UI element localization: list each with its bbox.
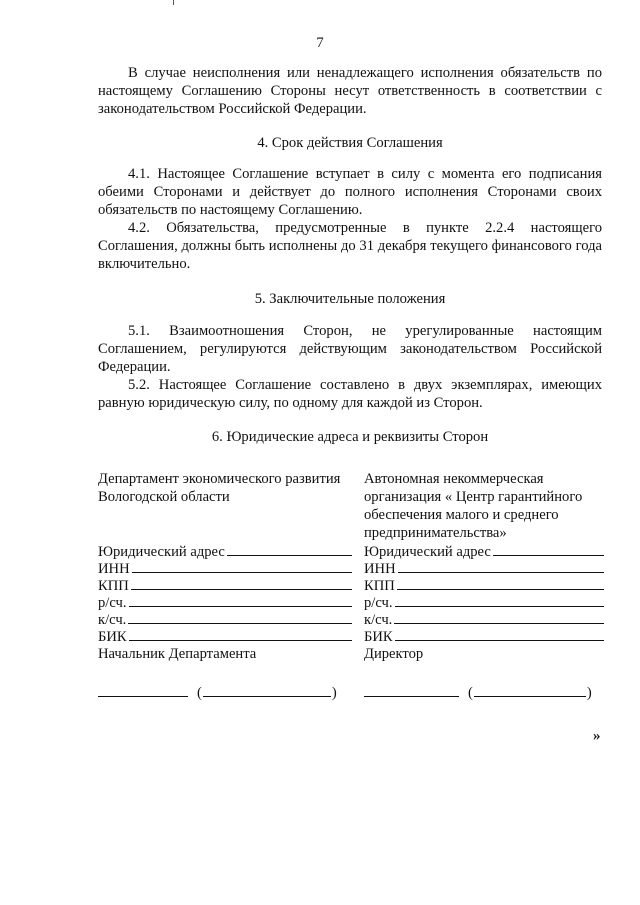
left-inn-line bbox=[132, 559, 352, 573]
left-ks-line bbox=[128, 610, 352, 624]
section-5-heading: 5. Заключительные положения bbox=[254, 291, 446, 307]
continuation-mark: » bbox=[593, 728, 601, 744]
right-paren-open: ( bbox=[468, 685, 473, 701]
left-rs-line bbox=[129, 593, 352, 607]
party-right-column bbox=[364, 470, 604, 702]
left-kpp-field bbox=[98, 576, 352, 593]
right-address-line bbox=[493, 542, 604, 556]
left-signature-block bbox=[98, 683, 352, 702]
right-signature-line bbox=[364, 683, 459, 697]
right-bik-field bbox=[364, 627, 604, 644]
party-right-title: Автономная некоммерческая организация « Центр гарантийного обеспечения малого и среднего предпринимательства» bbox=[364, 471, 583, 541]
party-left-title: Департамент экономического развития Вологодской области bbox=[98, 471, 341, 505]
section-5-paragraph-2: 5.2. Настоящее Соглашение составлено в двух экземплярах, имеющих равную юридическую силу, по одному для каждой из Сторон. bbox=[98, 377, 602, 411]
right-ks-line bbox=[394, 610, 604, 624]
right-kpp-field bbox=[364, 576, 604, 593]
right-paren-close: ) bbox=[586, 685, 592, 701]
right-bik-label: БИК bbox=[364, 629, 393, 645]
left-rs-field bbox=[98, 593, 352, 610]
right-rs-line bbox=[395, 593, 604, 607]
right-inn-line bbox=[398, 559, 604, 573]
section-5-paragraph-1: 5.1. Взаимоотношения Сторон, не урегулированные настоящим Соглашением, регулируются действующим законодательством Российской Федерации. bbox=[98, 323, 602, 375]
right-signatory-role: Директор bbox=[364, 646, 424, 662]
left-bik-label: БИК bbox=[98, 629, 127, 645]
right-kpp-label: КПП bbox=[364, 578, 395, 594]
right-signature-block bbox=[364, 683, 604, 702]
left-address-field bbox=[98, 542, 352, 559]
right-ks-label: к/сч. bbox=[364, 612, 393, 628]
left-paren-open: ( bbox=[197, 685, 202, 701]
left-inn-field bbox=[98, 559, 352, 576]
right-rs-field bbox=[364, 593, 604, 610]
section-6-heading: 6. Юридические адреса и реквизиты Сторон bbox=[211, 429, 489, 445]
left-address-label: Юридический адрес bbox=[98, 544, 225, 560]
right-address-label: Юридический адрес bbox=[364, 544, 491, 560]
left-bik-field bbox=[98, 627, 352, 644]
section-4-heading: 4. Срок действия Соглашения bbox=[257, 135, 443, 151]
page-number: 7 bbox=[316, 35, 324, 51]
left-address-line bbox=[227, 542, 352, 556]
intro-paragraph: В случае неисполнения или ненадлежащего исполнения обязательств по настоящему Соглашению Стороны несут ответственность в соответствии с законодательством Российской Федерации. bbox=[98, 65, 602, 117]
left-kpp-label: КПП bbox=[98, 578, 129, 594]
right-bik-line bbox=[395, 627, 604, 641]
right-address-field bbox=[364, 542, 604, 559]
right-ks-field bbox=[364, 610, 604, 627]
left-name-line bbox=[203, 683, 331, 697]
right-inn-label: ИНН bbox=[364, 561, 396, 577]
left-kpp-line bbox=[131, 576, 352, 590]
right-rs-label: р/сч. bbox=[364, 595, 393, 611]
right-kpp-line bbox=[397, 576, 604, 590]
right-name-line bbox=[474, 683, 586, 697]
left-signatory-role: Начальник Департамента bbox=[98, 646, 257, 662]
section-4-paragraph-1: 4.1. Настоящее Соглашение вступает в силу с момента его подписания обеими Сторонами и действует до полного исполнения Сторонами своих обязательств по настоящему Соглашению. bbox=[98, 166, 602, 218]
left-paren-close: ) bbox=[331, 685, 337, 701]
left-inn-label: ИНН bbox=[98, 561, 130, 577]
left-ks-label: к/сч. bbox=[98, 612, 127, 628]
left-ks-field bbox=[98, 610, 352, 627]
party-left-column bbox=[98, 470, 352, 702]
left-rs-label: р/сч. bbox=[98, 595, 127, 611]
left-signature-line bbox=[98, 683, 188, 697]
scan-mark bbox=[173, 0, 174, 5]
left-bik-line bbox=[129, 627, 352, 641]
right-inn-field bbox=[364, 559, 604, 576]
section-4-paragraph-2: 4.2. Обязательства, предусмотренные в пункте 2.2.4 настоящего Соглашения, должны быть исполнены до 31 декабря текущего финансового года включительно. bbox=[98, 220, 602, 272]
